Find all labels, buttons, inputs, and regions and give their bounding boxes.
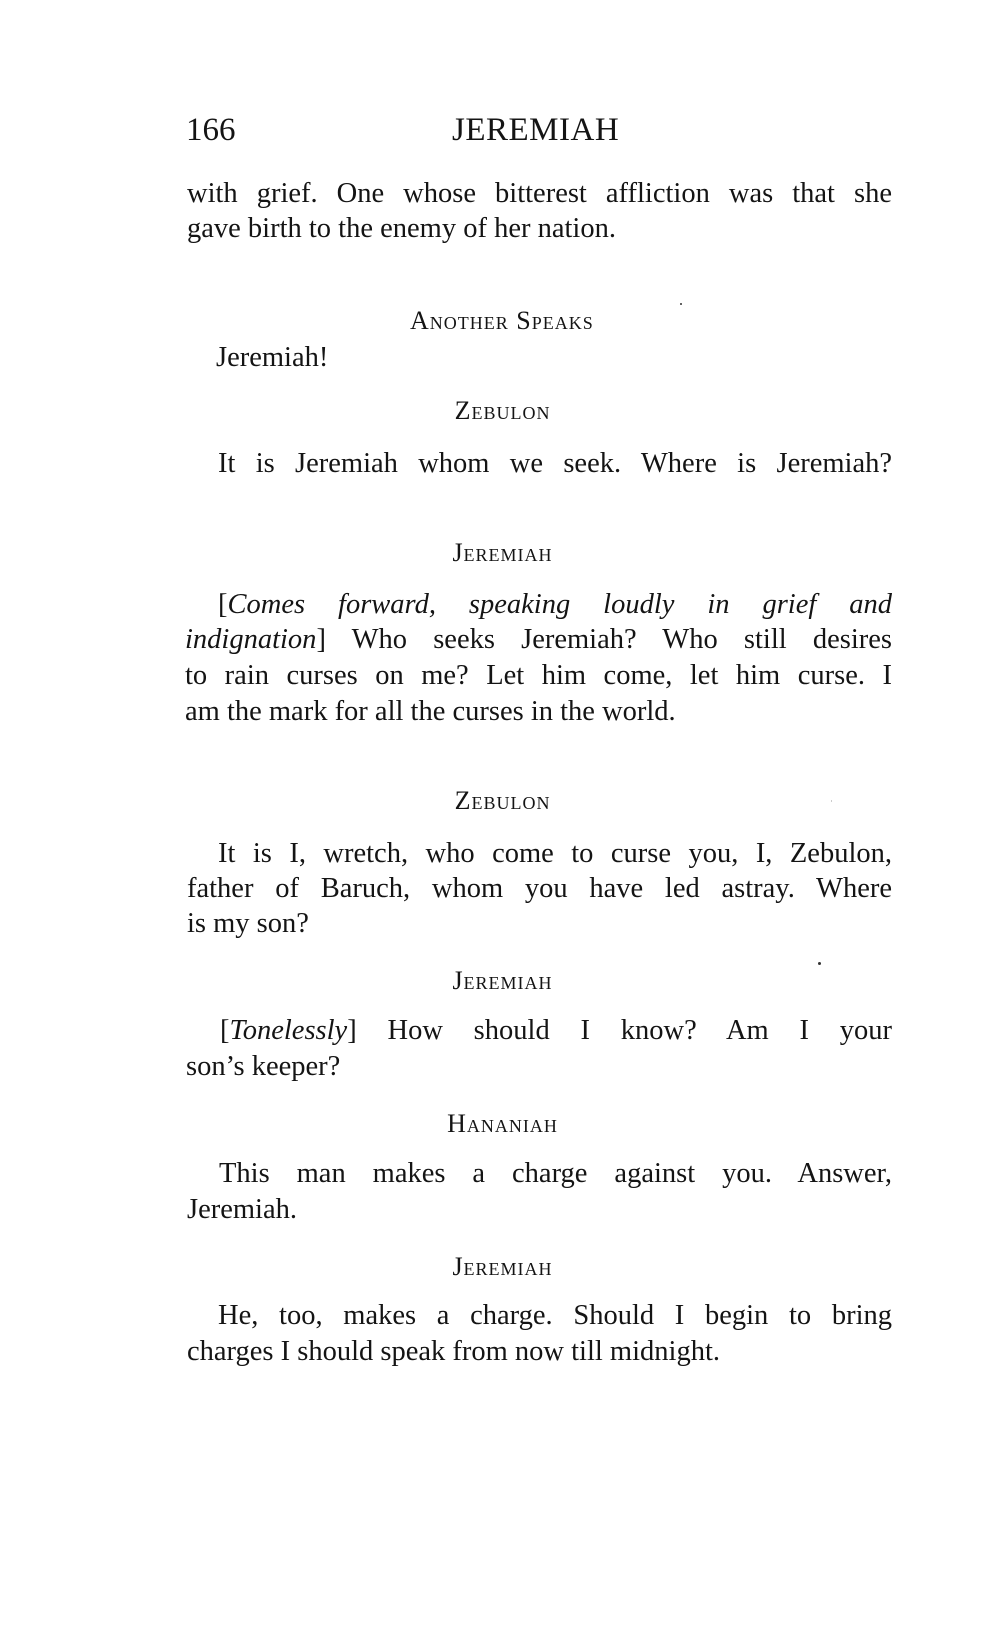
text-line: father of Baruch, whom you have led astray. Where xyxy=(187,873,892,904)
text-line: He, too, makes a charge. Should I begin to bring xyxy=(218,1300,892,1331)
speaker-heading: Jeremiah xyxy=(452,966,553,995)
close-bracket: ] xyxy=(316,624,326,655)
text-line: am the mark for all the curses in the world. xyxy=(185,696,676,727)
text-line xyxy=(185,622,892,658)
stage-direction-line xyxy=(220,1013,892,1049)
text-line: It is Jeremiah whom we seek. Where is Jeremiah? xyxy=(218,448,892,479)
text-line: Jeremiah. xyxy=(187,1194,297,1225)
text-line: charges I should speak from now till midnight. xyxy=(187,1336,720,1367)
dialogue-text: Who seeks Jeremiah? Who still desires xyxy=(325,624,892,655)
open-bracket: [ xyxy=(220,1015,230,1046)
print-speck xyxy=(818,962,821,965)
print-speck xyxy=(680,303,682,305)
text-line: is my son? xyxy=(187,908,309,939)
text-line: gave birth to the enemy of her nation. xyxy=(187,213,616,244)
speaker-heading: Jeremiah xyxy=(452,1252,553,1281)
text-line: son’s keeper? xyxy=(186,1051,341,1082)
stage-direction: indignation xyxy=(185,624,317,655)
speaker-heading: Jeremiah xyxy=(452,538,553,567)
close-bracket: ] xyxy=(347,1015,357,1046)
speaker-heading: Zebulon xyxy=(454,396,551,425)
speaker-heading: Zebulon xyxy=(454,786,551,815)
text-line: to rain curses on me? Let him come, let him curse. I xyxy=(185,660,892,691)
speaker-heading: Another Speaks xyxy=(410,306,594,335)
text-line: Jeremiah! xyxy=(216,342,329,373)
running-head: JEREMIAH xyxy=(452,112,620,148)
dialogue-text: How should I know? Am I your xyxy=(356,1015,892,1046)
stage-direction-line xyxy=(218,587,892,623)
text-line: This man makes a charge against you. Answer, xyxy=(219,1158,892,1189)
stage-direction: Tonelessly xyxy=(229,1015,348,1046)
speaker-heading: Hananiah xyxy=(447,1109,558,1138)
print-speck xyxy=(831,800,832,802)
text-line: It is I, wretch, who come to curse you, I, Zebulon, xyxy=(218,838,892,869)
text-line: with grief. One whose bitterest affliction was that she xyxy=(187,178,892,209)
stage-direction: Comes forward, speaking loudly in grief and xyxy=(227,589,892,620)
open-bracket: [ xyxy=(218,589,228,620)
page-number: 166 xyxy=(186,112,236,148)
